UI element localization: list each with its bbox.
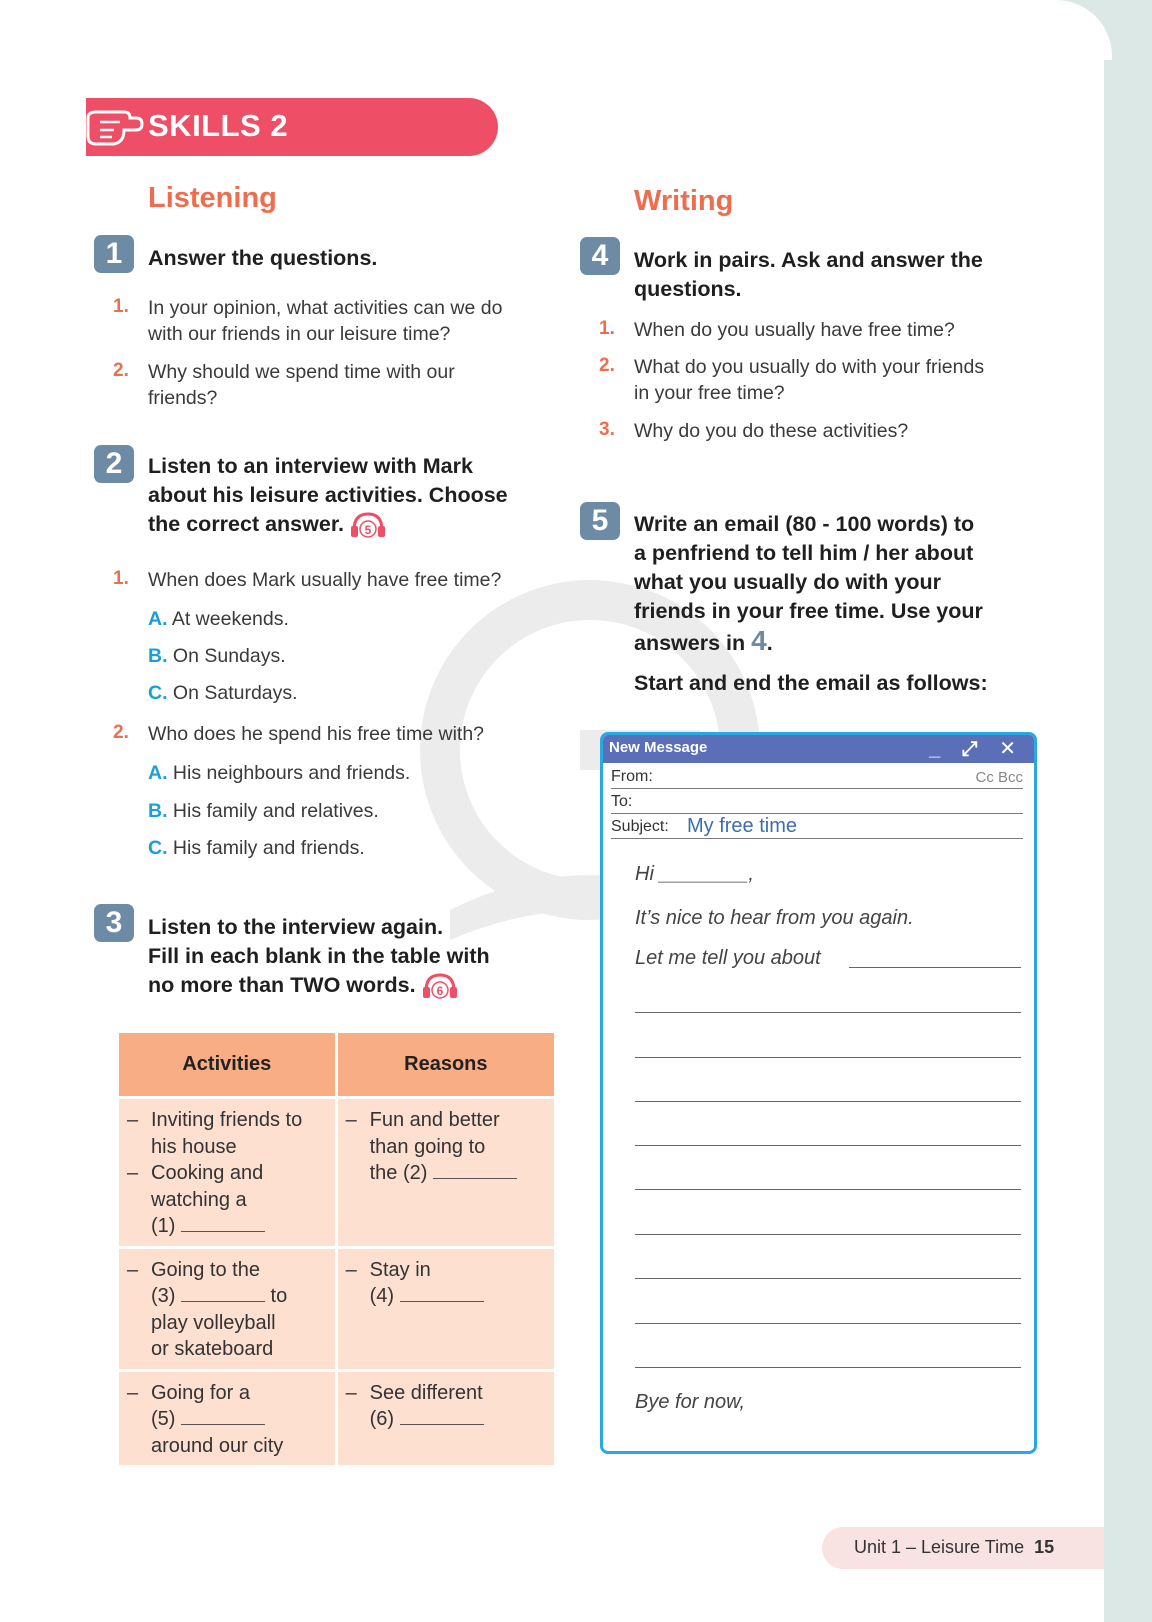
- subject-label: Subject:: [611, 818, 669, 835]
- question-text: In your opinion, what activities can we do: [148, 297, 503, 319]
- heading-line: questions.: [634, 277, 742, 301]
- list-item: – Inviting friends to his house: [127, 1107, 329, 1160]
- from-label: From:: [611, 768, 653, 785]
- option-letter: C.: [148, 682, 168, 704]
- writing-line[interactable]: [635, 1101, 1021, 1102]
- task3-heading: [148, 913, 490, 1001]
- writing-line[interactable]: [635, 1323, 1021, 1324]
- heading-line: Fill in each blank in the table with: [148, 944, 490, 968]
- to-field[interactable]: [611, 790, 1023, 814]
- task5-heading: [634, 510, 983, 658]
- page-corner: [1052, 0, 1112, 60]
- option-text: His family and friends.: [172, 837, 365, 859]
- question-number: 1.: [113, 568, 129, 589]
- heading-punctuation: .: [766, 631, 773, 655]
- option-text: His neighbours and friends.: [172, 762, 411, 784]
- heading-line: what you usually do with your: [634, 570, 941, 594]
- skills-title: SKILLS 2: [148, 108, 289, 143]
- question-number: 1.: [113, 296, 129, 317]
- writing-line[interactable]: [635, 1278, 1021, 1279]
- question-number: 3.: [599, 419, 615, 440]
- task4-question-3: Why do you do these activities?: [634, 420, 909, 442]
- writing-line[interactable]: [635, 1057, 1021, 1058]
- writing-title: Writing: [634, 185, 734, 217]
- task1-question-2: [148, 359, 455, 411]
- from-field[interactable]: [611, 765, 1023, 789]
- table-header: Reasons: [336, 1032, 555, 1098]
- answer-blank[interactable]: [400, 1407, 484, 1425]
- option-text: On Sundays.: [172, 645, 286, 667]
- heading-line: a penfriend to tell him / her about: [634, 541, 974, 565]
- option-text: On Saturdays.: [172, 682, 298, 704]
- list-item: – Going to the (3) to play volleyball or skateboard: [127, 1257, 329, 1363]
- email-window: [600, 732, 1037, 1454]
- heading-line: Listen to an interview with Mark: [148, 454, 473, 478]
- table-cell: [118, 1247, 337, 1370]
- table-cell: [336, 1247, 555, 1370]
- task-number-badge: 3: [94, 904, 134, 942]
- subject-value: My free time: [687, 815, 798, 837]
- answer-blank[interactable]: [181, 1214, 265, 1232]
- heading-line: about his leisure activities. Choose: [148, 483, 508, 507]
- writing-line[interactable]: [635, 1367, 1021, 1368]
- to-label: To:: [611, 793, 633, 810]
- footer-unit: Unit 1 – Leisure Time: [854, 1537, 1025, 1557]
- task5-instruction: Start and end the email as follows:: [634, 671, 988, 695]
- list-item: – Going for a (5) around our city: [127, 1380, 329, 1460]
- email-line-2: Let me tell you about: [635, 947, 821, 969]
- option-letter: A.: [148, 608, 168, 630]
- page-margin: [1102, 0, 1152, 1622]
- list-item: – See different (6): [346, 1380, 548, 1433]
- heading-line: no more than TWO words.: [148, 973, 416, 997]
- answer-blank[interactable]: [181, 1407, 265, 1425]
- option-text: His family and relatives.: [172, 800, 379, 822]
- listening-title: Listening: [148, 182, 277, 214]
- question-number: 2.: [113, 722, 129, 743]
- answer-option[interactable]: [148, 608, 289, 631]
- option-letter: C.: [148, 837, 168, 859]
- task-number-badge: 4: [580, 237, 620, 275]
- task4-question-1: When do you usually have free time?: [634, 319, 955, 341]
- heading-line: answers in: [634, 631, 752, 655]
- answer-option[interactable]: [148, 682, 298, 705]
- question-text: in your free time?: [634, 382, 785, 404]
- window-controls-icon[interactable]: _ ⤢ ✕: [929, 738, 1024, 760]
- writing-line[interactable]: [635, 1189, 1021, 1190]
- subject-field[interactable]: [611, 815, 1023, 839]
- email-closing: Bye for now,: [635, 1391, 746, 1413]
- heading-line: the correct answer.: [148, 512, 344, 536]
- table-row: [118, 1247, 556, 1370]
- answer-blank[interactable]: [400, 1284, 484, 1302]
- list-item: – Stay in (4): [346, 1257, 548, 1310]
- question-number: 2.: [599, 355, 615, 376]
- table-row: [118, 1098, 556, 1248]
- activities-table: [116, 1030, 557, 1468]
- cc-bcc-link[interactable]: Cc Bcc: [975, 769, 1023, 786]
- table-cell: [118, 1370, 337, 1467]
- option-letter: B.: [148, 645, 168, 667]
- answer-option[interactable]: [148, 800, 379, 823]
- audio-track-number: 5: [364, 523, 372, 538]
- email-line-1: It’s nice to hear from you again.: [635, 907, 914, 929]
- writing-line[interactable]: [849, 967, 1021, 968]
- option-letter: A.: [148, 762, 168, 784]
- heading-line: Listen to the interview again.: [148, 915, 444, 939]
- task-reference: 4: [751, 625, 767, 656]
- option-text: At weekends.: [171, 608, 289, 630]
- table-row: [118, 1370, 556, 1467]
- table-cell: [336, 1098, 555, 1248]
- question-text: with our friends in our leisure time?: [148, 323, 451, 345]
- option-letter: B.: [148, 800, 168, 822]
- answer-blank[interactable]: [181, 1284, 265, 1302]
- question-number: 1.: [599, 318, 615, 339]
- email-window-title: New Message: [609, 739, 708, 756]
- audio-track-number: 6: [436, 984, 443, 999]
- email-greeting: Hi ________,: [635, 863, 754, 885]
- answer-option[interactable]: [148, 762, 410, 785]
- list-item: – Fun and better than going to the (2): [346, 1107, 548, 1187]
- task1-question-1: [148, 295, 502, 347]
- answer-option[interactable]: [148, 645, 286, 668]
- page-sheet-edge: [1052, 56, 1104, 1622]
- table-cell: [336, 1370, 555, 1467]
- task-number-badge: 2: [94, 445, 134, 483]
- table-cell: [118, 1098, 337, 1248]
- list-item: – Cooking and watching a (1): [127, 1160, 329, 1240]
- heading-line: Work in pairs. Ask and answer the: [634, 248, 983, 272]
- heading-line: friends in your free time. Use your: [634, 599, 983, 623]
- headphones-icon[interactable]: [420, 971, 460, 1001]
- footer: [854, 1537, 1054, 1558]
- heading-line: Write an email (80 - 100 words) to: [634, 512, 975, 536]
- question-text: What do you usually do with your friends: [634, 356, 985, 378]
- writing-line[interactable]: [635, 1012, 1021, 1013]
- question-text: friends?: [148, 387, 218, 409]
- question-number: 2.: [113, 360, 129, 381]
- writing-line[interactable]: [635, 1234, 1021, 1235]
- headphones-icon[interactable]: [348, 510, 388, 540]
- writing-line[interactable]: [635, 1145, 1021, 1146]
- pointing-hand-icon: [84, 104, 144, 150]
- answer-blank[interactable]: [433, 1161, 517, 1179]
- question-text: Why should we spend time with our: [148, 361, 455, 383]
- table-header: Activities: [118, 1032, 337, 1098]
- task1-heading: Answer the questions.: [148, 246, 378, 270]
- page-number: 15: [1034, 1537, 1055, 1557]
- task4-heading: [634, 246, 983, 304]
- task2-heading: [148, 452, 508, 540]
- task-number-badge: 5: [580, 502, 620, 540]
- task-number-badge: 1: [94, 235, 134, 273]
- task4-question-2: [634, 354, 984, 406]
- task2-question-1: When does Mark usually have free time?: [148, 569, 502, 591]
- email-titlebar: [603, 735, 1034, 763]
- answer-option[interactable]: [148, 837, 365, 860]
- task2-question-2: Who does he spend his free time with?: [148, 723, 485, 745]
